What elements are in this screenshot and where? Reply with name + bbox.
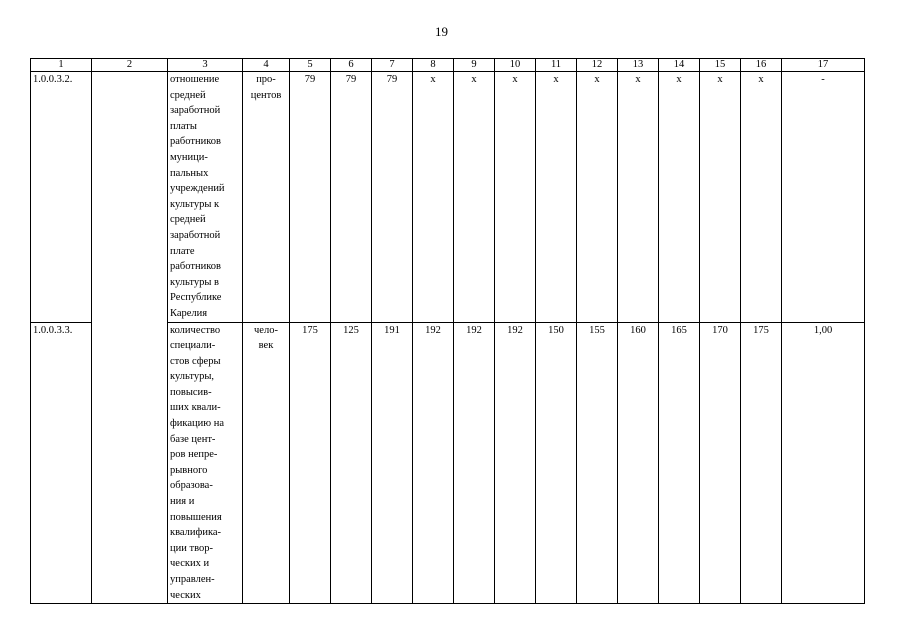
name-line: рывного (170, 464, 208, 476)
value-cell: х (536, 72, 577, 323)
value-cell: х (741, 72, 782, 323)
header-row (31, 59, 865, 72)
unit-line: про- (256, 74, 276, 85)
name-line: специали- (170, 340, 216, 352)
name-line: ции твор- (170, 542, 213, 554)
name-line: стов сферы (170, 355, 221, 367)
name-line: средней (170, 214, 206, 226)
column-header: 9 (454, 59, 495, 72)
name-line: ров непре- (170, 449, 218, 461)
name-line: повысив- (170, 386, 212, 398)
unit-line: центов (250, 89, 282, 101)
column-header: 13 (618, 59, 659, 72)
column-header: 17 (782, 59, 865, 72)
name-line: фикацию на (170, 418, 225, 430)
column-header: 5 (290, 59, 331, 72)
column-header: 7 (372, 59, 413, 72)
name-line: плате (170, 245, 195, 257)
column-header: 4 (243, 59, 290, 72)
name-line: учреждений (170, 183, 225, 195)
value-cell: 79 (290, 72, 331, 323)
column-header: 16 (741, 59, 782, 72)
value-cell: 160 (618, 322, 659, 604)
indicator-name (168, 322, 243, 604)
value-cell: 175 (741, 322, 782, 604)
value-cell: - (782, 72, 865, 323)
name-line: культуры к (170, 198, 220, 210)
value-cell: 150 (536, 322, 577, 604)
indicator-name (168, 72, 243, 323)
column-header: 11 (536, 59, 577, 72)
name-line: средней (170, 89, 206, 101)
value-cell: 1,00 (782, 322, 865, 604)
column-header: 1 (31, 59, 92, 72)
value-cell: 170 (700, 322, 741, 604)
name-line: повышения (170, 511, 222, 523)
value-cell: 165 (659, 322, 700, 604)
name-line: заработной (170, 229, 221, 241)
value-cell: 125 (331, 322, 372, 604)
name-line: отношение (170, 74, 220, 85)
unit-line: век (258, 340, 274, 352)
value-cell: 192 (413, 322, 454, 604)
name-line: Республике (170, 292, 222, 304)
value-cell: х (495, 72, 536, 323)
name-line: ческих и (170, 558, 210, 570)
value-cell: 192 (495, 322, 536, 604)
name-line: культуры в (170, 276, 219, 288)
unit-line: чело- (254, 324, 278, 336)
page-number: 19 (435, 24, 448, 39)
value-cell: 192 (454, 322, 495, 604)
name-line: образова- (170, 480, 213, 492)
value-cell: 79 (331, 72, 372, 323)
name-line: базе цент- (170, 433, 216, 445)
value-cell: х (700, 72, 741, 323)
column-header: 6 (331, 59, 372, 72)
column-header: 10 (495, 59, 536, 72)
unit-cell (243, 322, 290, 604)
name-line: платы (170, 120, 197, 132)
value-cell: х (659, 72, 700, 323)
name-line: пальных (170, 167, 209, 179)
unit-cell (243, 72, 290, 323)
table-row (31, 72, 865, 323)
value-cell: 79 (372, 72, 413, 323)
indicator-code: 1.0.0.3.2. (31, 72, 92, 323)
name-line: работников (170, 261, 221, 273)
value-cell: х (577, 72, 618, 323)
value-cell: 155 (577, 322, 618, 604)
name-line: муници- (170, 151, 208, 163)
value-cell: 175 (290, 322, 331, 604)
value-cell: х (454, 72, 495, 323)
name-line: количество (170, 324, 221, 336)
value-cell: 191 (372, 322, 413, 604)
name-line: управлен- (170, 574, 215, 585)
column-header: 14 (659, 59, 700, 72)
name-line: квалифика- (170, 527, 222, 539)
value-cell: х (618, 72, 659, 323)
indicator-code: 1.0.0.3.3. (31, 322, 92, 604)
name-line: ческих (170, 589, 201, 601)
name-line: заработной (170, 105, 221, 117)
name-line: Карелия (170, 307, 208, 319)
column-header: 2 (92, 59, 168, 72)
name-line: ния и (170, 496, 195, 508)
column-header: 3 (168, 59, 243, 72)
name-line: культуры, (170, 371, 214, 383)
column-header: 8 (413, 59, 454, 72)
indicators-table (30, 58, 865, 604)
column-header: 12 (577, 59, 618, 72)
column-header: 15 (700, 59, 741, 72)
name-line: ших квали- (170, 402, 221, 414)
name-line: работников (170, 136, 221, 148)
empty-cell (92, 72, 168, 604)
value-cell: х (413, 72, 454, 323)
